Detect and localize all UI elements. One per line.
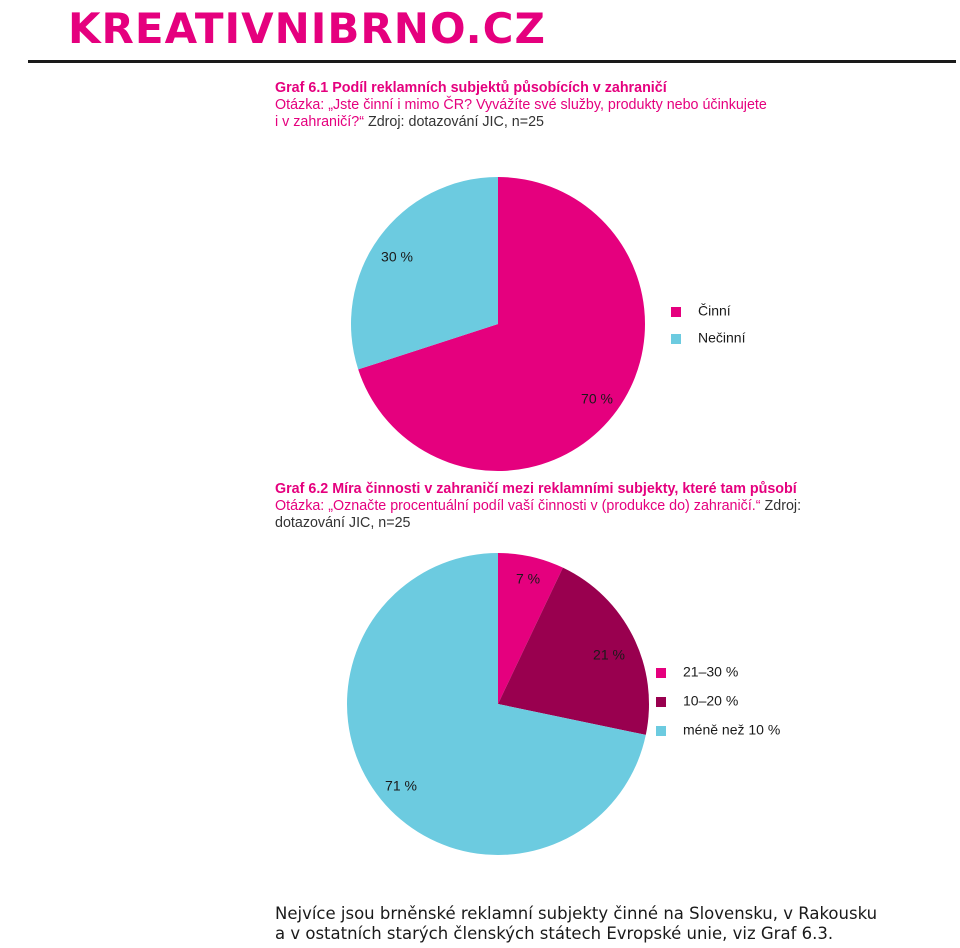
graph2-question: Otázka: „Označte procentuální podíl vaší činnosti v (produkce do) zahraničí.“ (275, 498, 761, 514)
chart2-legend-label-1: 21–30 % (683, 663, 739, 680)
chart1-legend-label-1: Činní (698, 302, 731, 319)
graph2-title: Graf 6.2 Míra činnosti v zahraničí mezi reklamními subjekty, které tam působí (275, 481, 797, 497)
graph1-question-line1: Otázka: „Jste činní i mimo ČR? Vyvážíte své služby, produkty nebo účinkujete (275, 97, 767, 113)
graph1-question-line2: i v zahraničí?“ (275, 114, 364, 130)
chart2-legend-swatch-3 (656, 726, 666, 736)
logo: KREATIVNIBRNO.CZ (68, 4, 546, 53)
graph2-source-line2: dotazování JIC, n=25 (275, 515, 411, 531)
chart2-legend-label-3: méně než 10 % (683, 721, 781, 738)
chart2-legend-swatch-1 (656, 668, 666, 678)
chart2-data-label-3: 71 % (385, 777, 417, 794)
chart2-data-label-2: 21 % (593, 646, 625, 663)
chart2-legend-swatch-2 (656, 697, 666, 707)
chart1-data-label-2: 30 % (381, 248, 413, 265)
chart1-data-label-1: 70 % (581, 390, 613, 407)
chart1-legend-swatch-1 (671, 307, 681, 317)
chart1-legend-label-2: Nečinní (698, 329, 746, 346)
footer-text (275, 904, 925, 944)
chart1-legend-swatch-2 (671, 334, 681, 344)
graph1-source: Zdroj: dotazování JIC, n=25 (364, 114, 545, 130)
footer-line2: a v ostatních starých členských státech Evropské unie, viz Graf 6.3. (275, 924, 834, 943)
graph2-source-line1: Zdroj: (760, 498, 802, 514)
chart2-data-label-1: 7 % (515, 570, 541, 587)
graph1-title: Graf 6.1 Podíl reklamních subjektů působících v zahraničí (275, 80, 667, 96)
chart2-legend-label-2: 10–20 % (683, 692, 739, 709)
footer-line1: Nejvíce jsou brněnské reklamní subjekty činné na Slovensku, v Rakousku (275, 904, 878, 923)
